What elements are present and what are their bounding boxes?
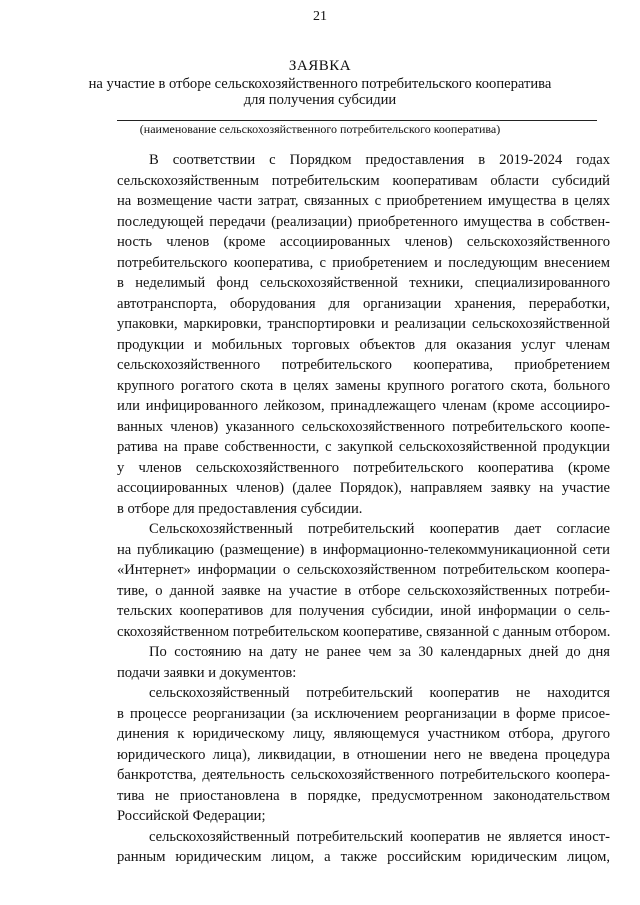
body-text-line: тива не приостановлена в порядке, предусмотренном законодательством <box>117 788 610 804</box>
body-text-line: подачи заявки и документов: <box>117 665 297 681</box>
body-text-line: последующей передачи (реализации) приобретенного имущества в собствен- <box>117 214 610 230</box>
body-text-line: в процессе реорганизации (за исключением реорганизации в форме присое- <box>117 706 610 722</box>
body-text-line: Сельскохозяйственный потребительский кооператив дает согласие <box>149 521 610 537</box>
body-text-line: банкротства, деятельность сельскохозяйственного потребительского коопера- <box>117 767 610 783</box>
body-text-line: на публикацию (размещение) в информационно-телекоммуникационной сети <box>117 542 610 558</box>
body-text-line: на возмещение части затрат, связанных с приобретением имущества в целях <box>117 193 610 209</box>
body-text-line: сельскохозяйственным потребительским кооперативам области субсидий <box>117 173 610 189</box>
body-text-line: «Интернет» информации о сельскохозяйственном потребительском коопера- <box>117 562 610 578</box>
body-text-line: ассоциированных членов) (далее Порядок), направляем заявку на участие <box>117 480 610 496</box>
body-text-line: сельскохозяйственный потребительский кооператив не является иност- <box>149 829 610 845</box>
body-text-line: крупного рогатого скота в целях замены крупного рогатого скота, больного <box>117 378 610 394</box>
document-subtitle-line: для получения субсидии <box>243 92 397 108</box>
body-text-line: или инфицированного лейкозом, принадлежащего членам (кроме ассоцииро- <box>117 398 610 414</box>
body-text-line: Российской Федерации; <box>117 808 266 824</box>
body-text-line: ратива на праве собственности, с закупкой сельскохозяйственной продукции <box>117 439 610 455</box>
body-text-line: автотранспорта, оборудования для организации хранения, переработки, <box>117 296 610 312</box>
document-subtitle-line: на участие в отборе сельскохозяйственного потребительского кооператива <box>88 76 552 92</box>
body-text-line: ность членов (кроме ассоциированных членов) сельскохозяйственного <box>117 234 610 250</box>
body-text-line: у членов сельскохозяйственного потребительского кооператива (кроме <box>117 460 610 476</box>
body-text-line: ванных членов) указанного сельскохозяйственного потребительского коопе- <box>117 419 610 435</box>
body-text-line: тельских кооперативов для получения субсидии, иной информации о сель- <box>117 603 610 619</box>
body-text-line: упаковки, маркировки, транспортировки и реализации сельскохозяйственной <box>117 316 610 332</box>
body-text-line: сельскохозяйственный потребительский кооператив не находится <box>149 685 610 701</box>
body-text-line: По состоянию на дату не ранее чем за 30 календарных дней до дня <box>149 644 610 660</box>
cooperative-name-field-caption: (наименование сельскохозяйственного потребительского кооператива) <box>139 122 501 136</box>
page-number: 21 <box>313 9 327 24</box>
body-text-line: в отборе для предоставления субсидии. <box>117 501 363 517</box>
body-text-line: тиве, о данной заявке на участие в отборе сельскохозяйственных потреби- <box>117 583 610 599</box>
body-text-line: скохозяйственном потребительском кооперативе, связанной с данным отбором. <box>117 624 611 640</box>
body-text-line: сельскохозяйственного потребительского кооператива, приобретением <box>117 357 610 373</box>
body-text-line: В соответствии с Порядком предоставления в 2019-2024 годах <box>149 152 610 168</box>
body-text-line: в неделимый фонд сельскохозяйственной техники, специализированного <box>117 275 610 291</box>
body-text-line: юридического лица), ликвидации, в отношении него не введена процедура <box>117 747 610 763</box>
document-title: ЗАЯВКА <box>288 58 352 74</box>
body-text-line: продукции и мобильных торговых объектов для оказания услуг членам <box>117 337 610 353</box>
body-text-line: ранным юридическим лицом, а также российским юридическим лицом, <box>117 849 610 865</box>
body-text-line: потребительского кооператива, с приобретением и последующим внесением <box>117 255 610 271</box>
body-text-line: динения к юридическому лицу, являющемуся участником отбора, другого <box>117 726 610 742</box>
